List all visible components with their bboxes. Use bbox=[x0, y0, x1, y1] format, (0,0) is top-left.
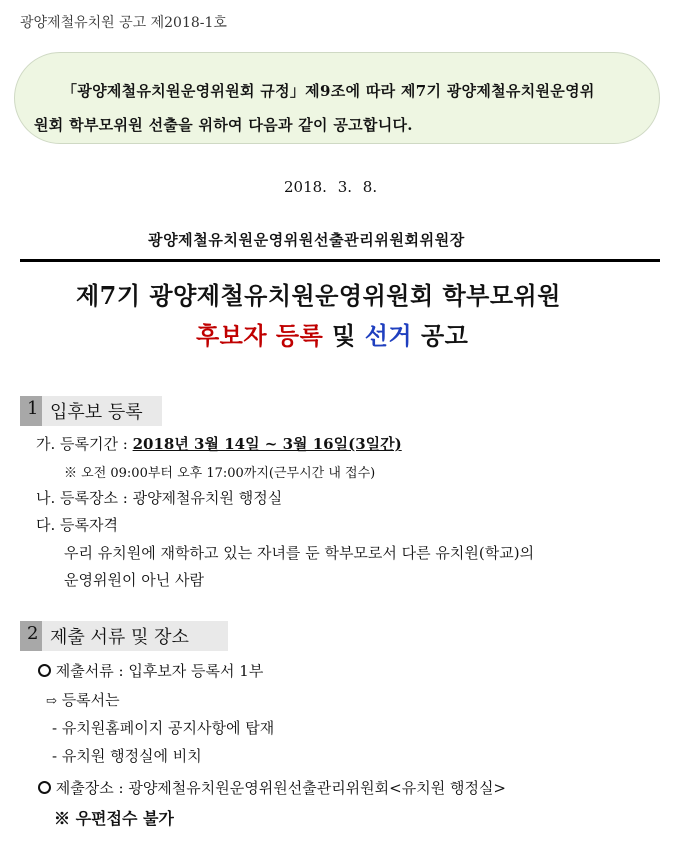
title-word-and: 및 bbox=[332, 321, 356, 350]
arrow-text: 등록서는 bbox=[61, 691, 120, 709]
warning-note: ※ 우편접수 불가 bbox=[54, 809, 174, 828]
item-da-line-2: 운영위원이 아닌 사람 bbox=[64, 571, 204, 589]
place-item bbox=[38, 777, 506, 798]
circle-bullet-icon bbox=[38, 664, 51, 677]
item-ga-label: 가. 등록기간 : bbox=[36, 435, 128, 453]
intro-line-2: 원회 학부모위원 선출을 위하여 다음과 같이 공고합니다. bbox=[34, 116, 413, 134]
item-ga bbox=[36, 433, 402, 454]
docs-text: 제출서류 : 입후보자 등록서 1부 bbox=[55, 662, 264, 680]
divider-rule bbox=[20, 259, 660, 262]
title-word-election: 선거 bbox=[364, 321, 413, 350]
item-ga-value: 2018년 3월 14일 ~ 3월 16일(3일간) bbox=[132, 435, 402, 453]
arrow-right-icon: ⇨ bbox=[46, 694, 57, 709]
notice-number: 광양제철유치원 공고 제2018-1호 bbox=[20, 15, 227, 31]
title-word-notice: 공고 bbox=[420, 321, 469, 350]
title-word-registration: 등록 bbox=[275, 321, 324, 350]
section-1-number: 1 bbox=[27, 398, 39, 419]
arrow-item bbox=[46, 689, 120, 710]
docs-item bbox=[38, 660, 263, 681]
title-line-1: 제7기 광양제철유치원운영위원회 학부모위원 bbox=[76, 281, 561, 310]
section-1-title: 입후보 등록 bbox=[50, 402, 143, 423]
intro-line-1: 「광양제철유치원운영위원회 규정」제9조에 따라 제7기 광양제철유치원운영위 bbox=[62, 82, 595, 100]
dash-item-1: - 유치원홈페이지 공지사항에 탑재 bbox=[52, 719, 275, 737]
section-2-number: 2 bbox=[27, 623, 39, 644]
item-na: 나. 등록장소 : 광양제철유치원 행정실 bbox=[36, 489, 283, 507]
title-word-candidate: 후보자 bbox=[196, 321, 268, 350]
item-da: 다. 등록자격 bbox=[36, 516, 118, 534]
issuer: 광양제철유치원운영위원선출관리위원회위원장 bbox=[148, 231, 465, 249]
place-text: 제출장소 : 광양제철유치원운영위원선출관리위원회<유치원 행정실> bbox=[55, 779, 506, 797]
dash-item-2: - 유치원 행정실에 비치 bbox=[52, 747, 202, 765]
item-ga-note: ※ 오전 09:00부터 오후 17:00까지(근무시간 내 접수) bbox=[64, 466, 376, 481]
item-da-line-1: 우리 유치원에 재학하고 있는 자녀를 둔 학부모로서 다른 유치원(학교)의 bbox=[64, 544, 535, 562]
section-2-title: 제출 서류 및 장소 bbox=[50, 627, 189, 648]
circle-bullet-icon bbox=[38, 781, 51, 794]
title-line-2 bbox=[196, 316, 468, 351]
notice-date: 2018. 3. 8. bbox=[284, 178, 378, 196]
